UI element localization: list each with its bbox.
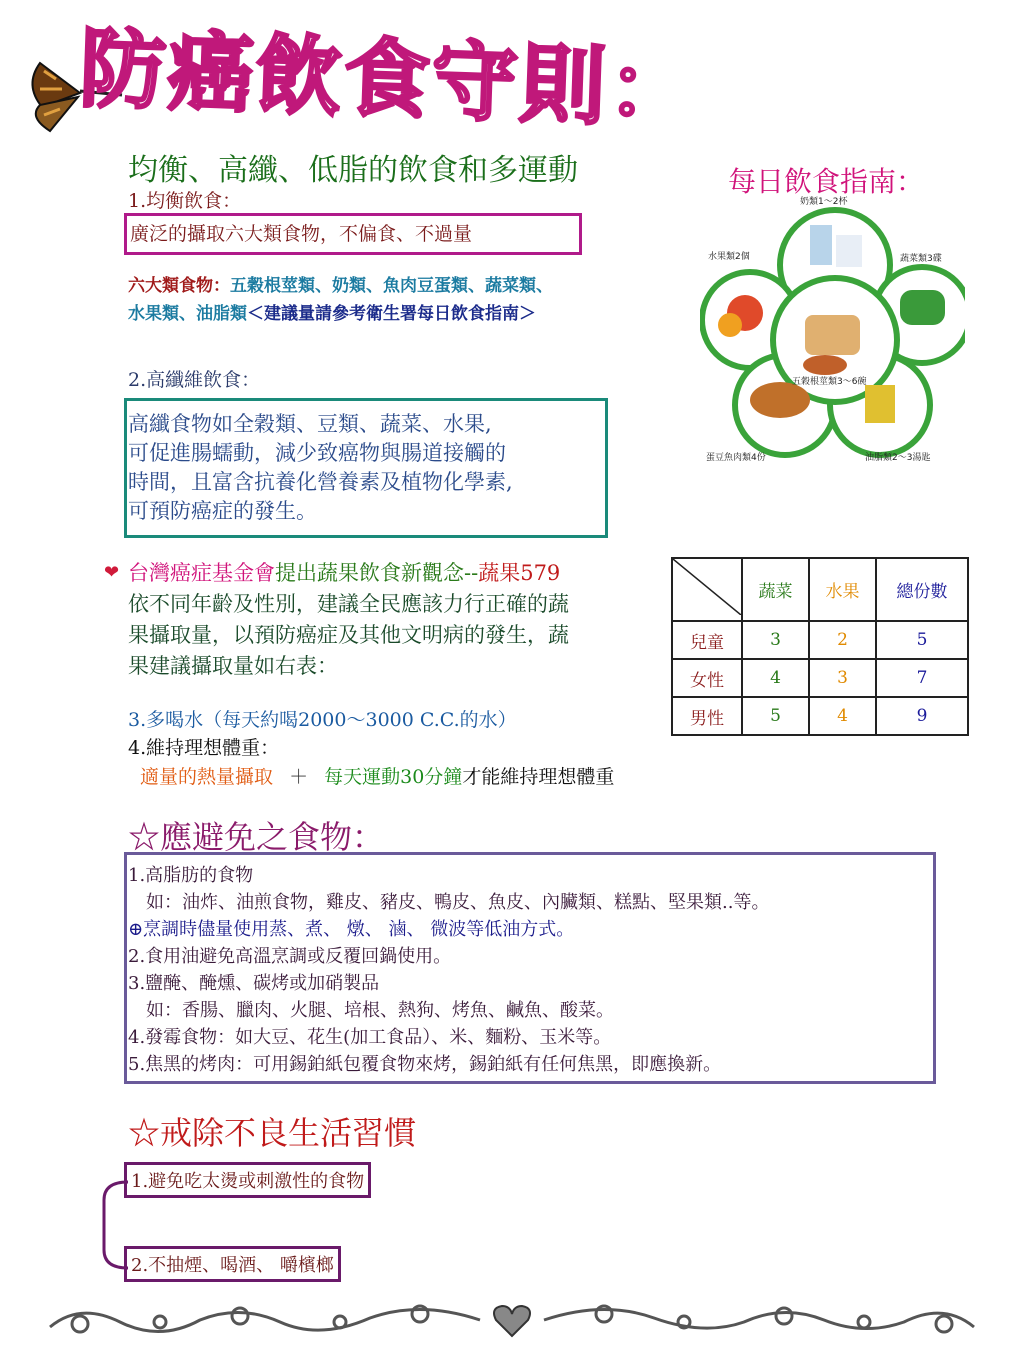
page-title: 防癌飲食守則： bbox=[78, 19, 698, 141]
table-cell: 5 bbox=[742, 697, 809, 735]
guide-veg-label: 蔬菜類3碟 bbox=[900, 254, 942, 264]
guide-protein-label: 蛋豆魚肉類4份 bbox=[706, 453, 766, 463]
section-3-water: 3.多喝水（每天約喝2000～3000 C.C.的水） bbox=[128, 709, 517, 731]
table-header: 水果 bbox=[809, 558, 876, 621]
table-header-row bbox=[672, 558, 968, 621]
fiber-line: 時間，且富含抗養化營養素及植物化學素, bbox=[128, 470, 513, 494]
579-line: 果建議攝取量如右表： bbox=[128, 654, 338, 678]
fiber-line: 可促進腸蠕動，減少致癌物與腸道接觸的 bbox=[128, 441, 506, 465]
heart-icon: ❤ bbox=[104, 562, 120, 583]
list-item: ⊕烹調時儘量使用蒸、煮、 燉、 滷、 微波等低油方式。 bbox=[128, 919, 575, 940]
table-cell: 4 bbox=[742, 659, 809, 697]
six-line1: 五穀根莖類、奶類、魚肉豆蛋類、蔬菜類、 bbox=[230, 276, 553, 296]
habit-item-1: 1.避免吃太燙或刺激性的食物 bbox=[124, 1162, 371, 1198]
guide-oil-label: 油脂類2～3湯匙 bbox=[865, 453, 931, 463]
avoid-foods-title: ☆應避免之食物： bbox=[128, 818, 385, 856]
table-row-label: 女性 bbox=[672, 659, 742, 697]
habit-item-2: 2.不抽煙、喝酒、 嚼檳榔 bbox=[124, 1246, 341, 1282]
section-2-heading: 2.高纖維飲食： bbox=[128, 369, 261, 391]
table-cell: 7 bbox=[876, 659, 968, 697]
section-4-heading: 4.維持理想體重： bbox=[128, 737, 280, 759]
table-header: 總份數 bbox=[876, 558, 968, 621]
six-note: ＜建議量請參考衛生署每日飲食指南＞ bbox=[247, 304, 536, 324]
guide-grain-label: 五穀根莖類3～6碗 bbox=[792, 377, 867, 387]
fiber-line: 可預防癌症的發生。 bbox=[128, 499, 317, 523]
guide-title: 每日飲食指南： bbox=[728, 165, 925, 198]
section-1-heading: 1.均衡飲食： bbox=[128, 190, 242, 212]
fruit-veg-table bbox=[671, 557, 969, 736]
table-cell: 5 bbox=[876, 621, 968, 659]
weight-tip-a: 適量的熱量攝取 bbox=[140, 766, 274, 788]
guide-fruit-label: 水果類2個 bbox=[708, 252, 750, 262]
table-cell: 9 bbox=[876, 697, 968, 735]
diagonal-line bbox=[673, 559, 741, 615]
foundation-name: 台灣癌症基金會 bbox=[128, 561, 275, 585]
six-line2a: 水果類、油脂類 bbox=[128, 304, 247, 324]
table-header: 蔬菜 bbox=[742, 558, 809, 621]
decorative-divider bbox=[40, 1292, 984, 1352]
heart-ornament-icon bbox=[494, 1306, 530, 1336]
table-row-label: 男性 bbox=[672, 697, 742, 735]
six-food-groups bbox=[128, 272, 553, 328]
table-cell: 2 bbox=[809, 621, 876, 659]
table-cell: 3 bbox=[742, 621, 809, 659]
weight-tip-b: 每天運動30分鐘 bbox=[324, 766, 463, 788]
table-corner-cell bbox=[672, 558, 742, 621]
list-item: 5.焦黑的烤肉：可用錫鉑紙包覆食物來烤，錫鉑紙有任何焦黑，即應換新。 bbox=[128, 1054, 722, 1075]
579-line: 果攝取量，以預防癌症及其他文明病的發生，蔬 bbox=[128, 623, 569, 647]
table-cell: 4 bbox=[809, 697, 876, 735]
579-line: 依不同年齡及性別，建議全民應該力行正確的蔬 bbox=[128, 592, 569, 616]
bad-habits-title: ☆戒除不良生活習慣 bbox=[128, 1114, 417, 1152]
food-guide-illustration bbox=[700, 195, 965, 470]
guide-milk-label: 奶類1～2杯 bbox=[800, 197, 848, 207]
list-item: 如：油炸、油煎食物，雞皮、豬皮、鴨皮、魚皮、內臟類、糕點、堅果類..等。 bbox=[128, 892, 770, 913]
list-item: 1.高脂肪的食物 bbox=[128, 865, 254, 886]
weight-tip bbox=[140, 762, 614, 789]
fiber-line: 高纖食物如全穀類、豆類、蔬菜、水果, bbox=[128, 412, 492, 436]
list-item: 2.食用油避免高溫烹調或反覆回鍋使用。 bbox=[128, 946, 452, 967]
table-row bbox=[672, 621, 968, 659]
list-item: 3.鹽醃、醃燻、碳烤或加硝製品 bbox=[128, 973, 380, 994]
table-cell: 3 bbox=[809, 659, 876, 697]
balanced-text: 廣泛的攝取六大類食物，不偏食、不過量 bbox=[130, 223, 473, 245]
table-row bbox=[672, 697, 968, 735]
subtitle: 均衡、高纖、低脂的飲食和多運動 bbox=[128, 153, 578, 188]
list-item: 4.發霉食物：如大豆、花生(加工食品）、米、麵粉、玉米等。 bbox=[128, 1027, 612, 1048]
579-intro: 提出蔬果飲食新觀念-- bbox=[275, 561, 479, 585]
weight-tip-c: 才能維持理想體重 bbox=[462, 766, 615, 788]
list-item: 如：香腸、臘肉、火腿、培根、熱狗、烤魚、鹹魚、酸菜。 bbox=[128, 1000, 614, 1021]
avoid-foods-list bbox=[128, 862, 769, 1078]
six-label: 六大類食物： bbox=[128, 276, 230, 296]
579-highlight: 蔬果579 bbox=[478, 561, 561, 585]
fiber-text bbox=[128, 410, 513, 526]
fruit-veg-579-paragraph bbox=[128, 558, 648, 682]
table-row bbox=[672, 659, 968, 697]
plus-sign: ＋ bbox=[289, 766, 309, 788]
table-row-label: 兒童 bbox=[672, 621, 742, 659]
